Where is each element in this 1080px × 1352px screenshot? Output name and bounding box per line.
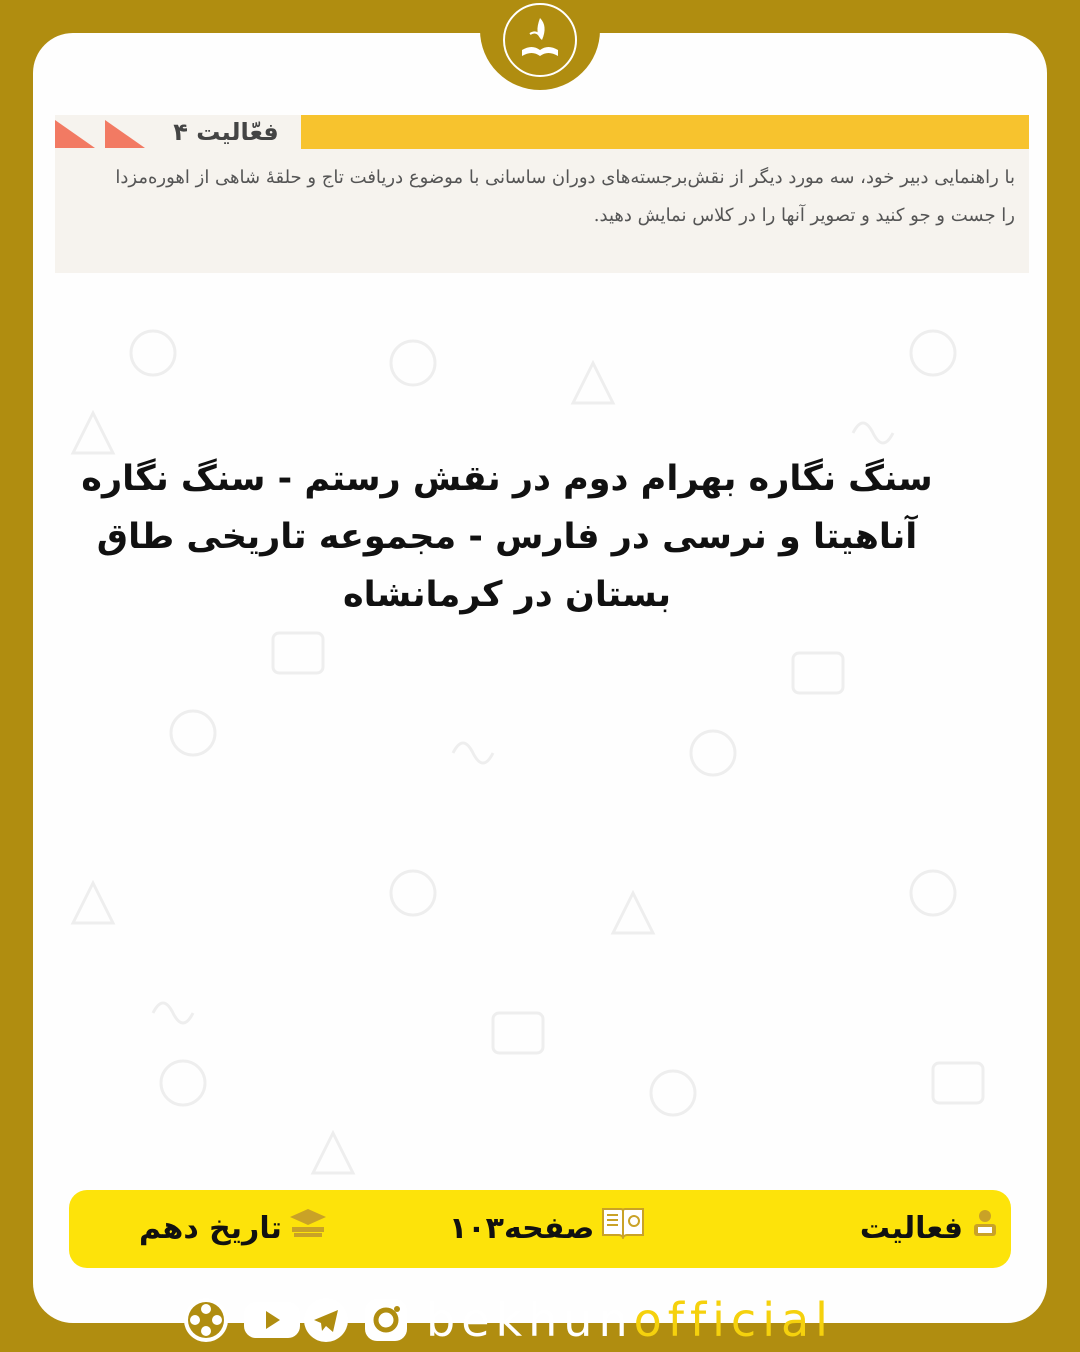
activity-header [55,115,1029,149]
footer-subject [139,1190,328,1268]
activity-line-1: با راهنمایی دبیر خود، سه مورد دیگر از نقش‌برجسته‌های دوران ساسانی با موضوع دریافت تاج و حلقهٔ شاهی از اهوره‌مزدا [115,167,1015,188]
activity-line-2: را جست و جو کنید و تصویر آنها را در کلاس نمایش دهید. [593,205,1015,226]
activity-triangle [55,120,95,148]
bekhun-logo-icon [500,0,580,80]
social-handle [426,1288,834,1352]
teacher-icon [969,1191,1001,1269]
book-icon [600,1191,646,1269]
footer-subject-label: تاریخ دهم [139,1211,282,1246]
instagram-icon[interactable] [362,1296,410,1344]
social-bar [182,1288,834,1352]
footer-activity-label: فعالیت [859,1211,963,1246]
footer-page [449,1190,646,1268]
social-handle-part1: bekhun [426,1293,634,1347]
graduation-cap-icon [288,1191,328,1269]
youtube-icon[interactable] [242,1296,290,1344]
footer-activity [860,1190,1001,1268]
activity-title: فعّالیت ۴ [173,118,279,146]
footer-page-label: صفحه۱۰۳ [449,1211,595,1246]
activity-header-bar [301,115,1029,149]
activity-instructions [55,149,1029,235]
film-icon[interactable] [182,1296,230,1344]
social-handle-part2: official [633,1293,834,1347]
answer-text: سنگ نگاره بهرام دوم در نقش رستم - سنگ نگاره آناهیتا و نرسی در فارس - مجموعه تاریخی طاق بستان در کرمانشاه [81,459,933,615]
footer-bar [69,1190,1011,1268]
telegram-icon[interactable] [302,1296,350,1344]
activity-box [55,115,1029,273]
activity-triangle [105,120,145,148]
